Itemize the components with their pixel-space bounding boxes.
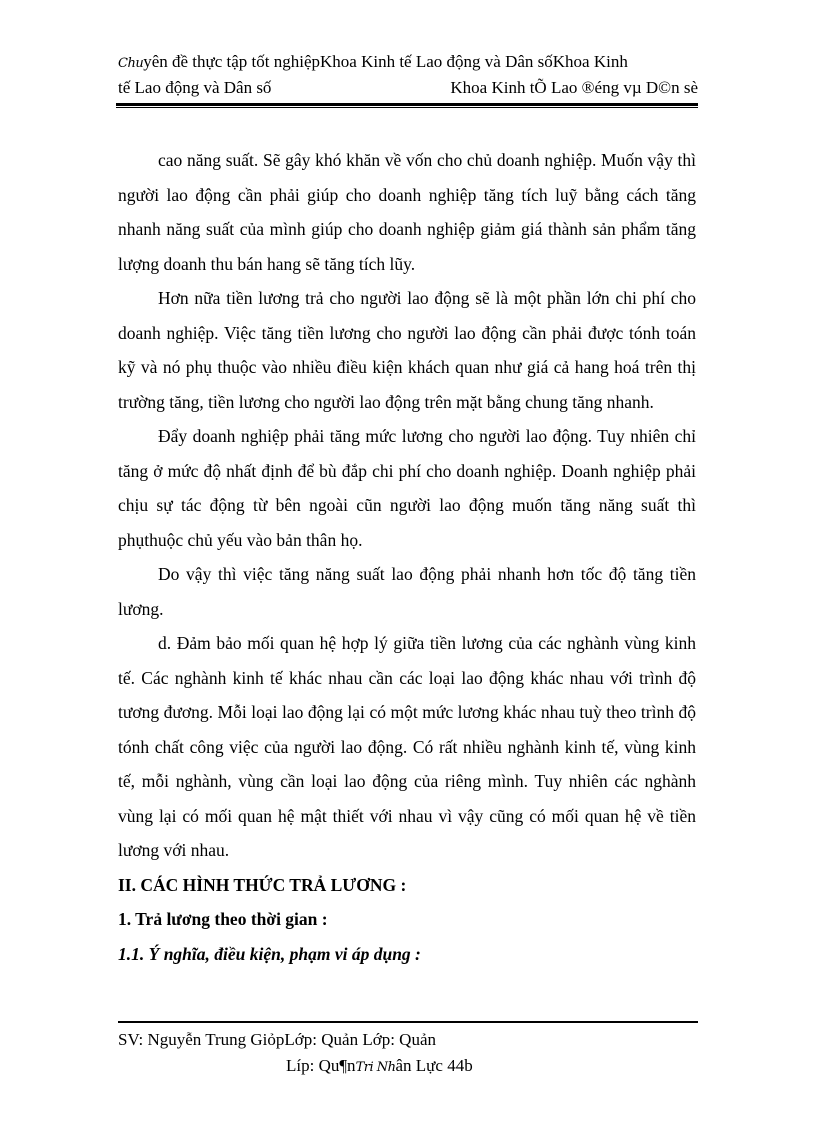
header-line-1-text: yên đề thực tập tốt nghiệpKhoa Kinh tế Lao động và Dân sốKhoa Kinh [143, 52, 628, 71]
footer-line-2 [118, 1053, 698, 1081]
header-line-1 [118, 50, 698, 76]
footer-line-2-a: Líp: Qu¶n [286, 1056, 356, 1075]
header-line-2 [118, 76, 698, 100]
header-script-prefix: Chu [118, 56, 144, 71]
document-body [118, 143, 696, 971]
subsubsection-heading: 1.1. Ý nghĩa, điều kiện, phạm vi áp dụng : [118, 943, 421, 964]
page-header [118, 50, 698, 100]
header-divider [116, 103, 698, 108]
paragraph: Do vậy thì việc tăng năng suất lao động phải nhanh hơn tốc độ tăng tiền lương. [118, 564, 696, 619]
paragraph: d. Đảm bảo mối quan hệ hợp lý giữa tiền lương của các nghành vùng kinh tế. Các nghành kinh tế khác nhau cần các loại lao động khác nhau với trình độ tương đương. Mỗi loại lao động lại có một mức lương khác nhau tuỳ theo trình độ tónh chất công việc của người lao động. Có rất nhiều nghành kinh tế, vùng kinh tế, mỗi nghành, vùng cần loại lao động của riêng mình. Tuy nhiên các nghành vùng lại có mối quan hệ mật thiết với nhau vì vậy cũng có mối quan hệ về tiền lương với nhau. [118, 633, 696, 860]
subsection-heading: 1. Trả lương theo thời gian : [118, 909, 328, 929]
header-line-2-left: tế Lao động và Dân số [118, 78, 272, 97]
paragraph: Đẩy doanh nghiệp phải tăng mức lương cho người lao động. Tuy nhiên chỉ tăng ở mức độ nhất định để bù đắp chi phí cho doanh nghiệp. Doanh nghiệp phải chịu sự tác động từ bên ngoài cũn người lao động muốn tăng năng suất thì phụthuộc chủ yếu vào bản thân họ. [118, 426, 696, 550]
section-heading: II. CÁC HÌNH THỨC TRẢ LƯƠNG : [118, 874, 407, 895]
page-footer [118, 1027, 698, 1081]
paragraph: Hơn nữa tiền lương trả cho người lao động sẽ là một phần lớn chi phí cho doanh nghiệp. Việc tăng tiền lương cho người lao động cần phải được tónh toán kỹ và nó phụ thuộc vào nhiều điều kiện khách quan như giá cả hang hoá trên thị trường tăng, tiền lương cho người lao động trên mặt bằng chung tăng nhanh. [118, 288, 696, 412]
footer-divider [118, 1021, 698, 1023]
header-line-2-right: Khoa Kinh tÕ Lao ®éng vµ D©n sè [450, 78, 698, 97]
footer-line-2-b: ân Lực 44b [395, 1056, 473, 1075]
footer-line-1: SV: Nguyễn Trung GiỏpLớp: Quản Lớp: Quản [118, 1030, 436, 1049]
footer-script: Tri Nh [355, 1060, 396, 1075]
paragraph: cao năng suất. Sẽ gây khó khăn về vốn cho chủ doanh nghiệp. Muốn vậy thì người lao động cần phải giúp cho doanh nghiệp tăng tích luỹ bằng cách tăng nhanh năng suất của mình giúp cho doanh nghiệp giảm giá thành sản phẩm tăng lượng doanh thu bán hang sẽ tăng tích lũy. [118, 150, 696, 274]
